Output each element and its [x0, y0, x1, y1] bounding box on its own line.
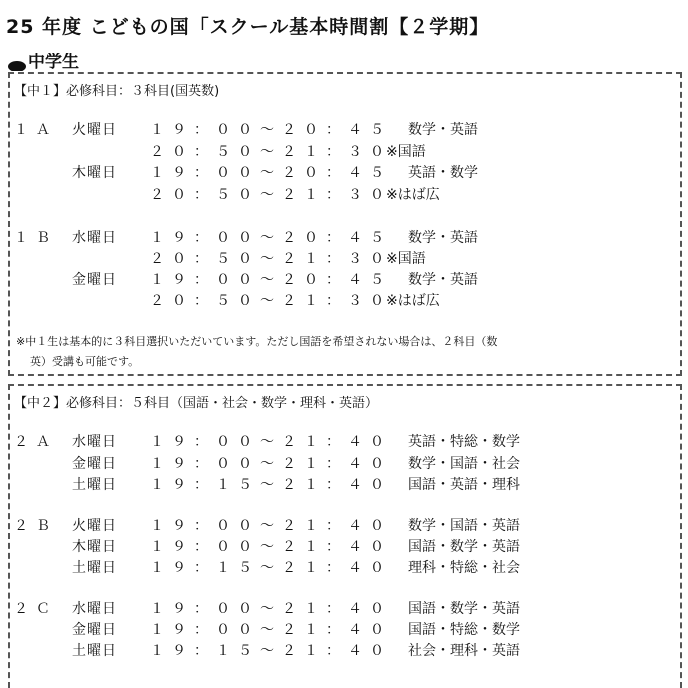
subjects-label: ※国語 [386, 144, 426, 160]
schedule-row [10, 537, 680, 557]
schedule-row [10, 558, 680, 578]
subjects-label: 国語・英語・理科 [408, 477, 520, 493]
schedule-row [10, 641, 680, 661]
day-label: 金曜日 [72, 272, 117, 288]
time-range: １９：１５～２１：４０ [150, 477, 392, 493]
schedule-row [10, 516, 680, 536]
page-title: 25 年度 こどもの国「スクール基本時間割【２学期】 [6, 16, 490, 38]
day-label: 火曜日 [72, 518, 117, 534]
subjects-label: 国語・特総・数学 [408, 622, 520, 638]
day-label: 水曜日 [72, 230, 117, 246]
day-label: 水曜日 [72, 601, 117, 617]
time-range: １９：００～２１：４０ [150, 456, 392, 472]
subjects-label: 英語・数学 [408, 165, 478, 181]
schedule-row [10, 475, 680, 495]
day-label: 土曜日 [72, 643, 117, 659]
schedule-row [10, 185, 680, 205]
schedule-row [10, 432, 680, 452]
class-label: ２Ｃ [14, 601, 58, 617]
schedule-row [10, 270, 680, 290]
time-range: １９：１５～２１：４０ [150, 560, 392, 576]
schedule-row [10, 163, 680, 183]
time-range: １９：００～２０：４５ [150, 165, 392, 181]
time-range: １９：００～２１：４０ [150, 434, 392, 450]
subjects-label: ※はば広 [386, 187, 440, 203]
subjects-label: 国語・数学・英語 [408, 539, 520, 555]
time-range: ２０：５０～２１：３０ [150, 293, 392, 309]
time-range: １９：１５～２１：４０ [150, 643, 392, 659]
class-label: １Ｂ [14, 230, 58, 246]
time-range: １９：００～２０：４５ [150, 272, 392, 288]
class-label: ２Ａ [14, 434, 58, 450]
subjects-label: 国語・数学・英語 [408, 601, 520, 617]
time-range: ２０：５０～２１：３０ [150, 144, 392, 160]
schedule-row [10, 620, 680, 640]
time-range: １９：００～２０：４５ [150, 122, 392, 138]
day-label: 土曜日 [72, 477, 117, 493]
day-label: 木曜日 [72, 539, 117, 555]
schedule-row [10, 142, 680, 162]
subjects-label: 数学・英語 [408, 272, 478, 288]
time-range: １９：００～２１：４０ [150, 539, 392, 555]
footnote-line-1: ※中１生は基本的に３科目選択いただいています。ただし国語を希望されない場合は、２科目（数 [16, 335, 498, 348]
subjects-label: ※国語 [386, 251, 426, 267]
grade2-heading: 【中２】必修科目：５科目（国語・社会・数学・理科・英語） [14, 396, 379, 411]
day-label: 水曜日 [72, 434, 117, 450]
subjects-label: 数学・英語 [408, 230, 478, 246]
subjects-label: 理科・特総・社会 [408, 560, 520, 576]
day-label: 土曜日 [72, 560, 117, 576]
footnote-line-2: 英）受講も可能です。 [30, 355, 140, 368]
subjects-label: 数学・国語・社会 [408, 456, 520, 472]
section-label: 中学生 [28, 53, 79, 71]
subjects-label: 英語・特総・数学 [408, 434, 520, 450]
day-label: 木曜日 [72, 165, 117, 181]
subjects-label: 数学・国語・英語 [408, 518, 520, 534]
class-label: ２Ｂ [14, 518, 58, 534]
day-label: 金曜日 [72, 622, 117, 638]
schedule-row [10, 249, 680, 269]
day-label: 金曜日 [72, 456, 117, 472]
grade1-heading: 【中１】必修科目：３科目(国英数) [14, 84, 220, 99]
subjects-label: 社会・理科・英語 [408, 643, 520, 659]
schedule-row [10, 291, 680, 311]
schedule-row [10, 228, 680, 248]
time-range: １９：００～２１：４０ [150, 622, 392, 638]
subjects-label: ※はば広 [386, 293, 440, 309]
grade1-footnote [16, 332, 672, 372]
time-range: １９：００～２１：４０ [150, 601, 392, 617]
time-range: ２０：５０～２１：３０ [150, 187, 392, 203]
grade2-schedule-box [8, 384, 682, 688]
section-heading [8, 53, 79, 71]
time-range: １９：００～２１：４０ [150, 518, 392, 534]
time-range: １９：００～２０：４５ [150, 230, 392, 246]
schedule-row [10, 120, 680, 140]
grade1-schedule-box [8, 72, 682, 376]
schedule-row [10, 454, 680, 474]
time-range: ２０：５０～２１：３０ [150, 251, 392, 267]
bullet-icon [8, 61, 26, 71]
subjects-label: 数学・英語 [408, 122, 478, 138]
day-label: 火曜日 [72, 122, 117, 138]
class-label: １Ａ [14, 122, 58, 138]
schedule-row [10, 599, 680, 619]
